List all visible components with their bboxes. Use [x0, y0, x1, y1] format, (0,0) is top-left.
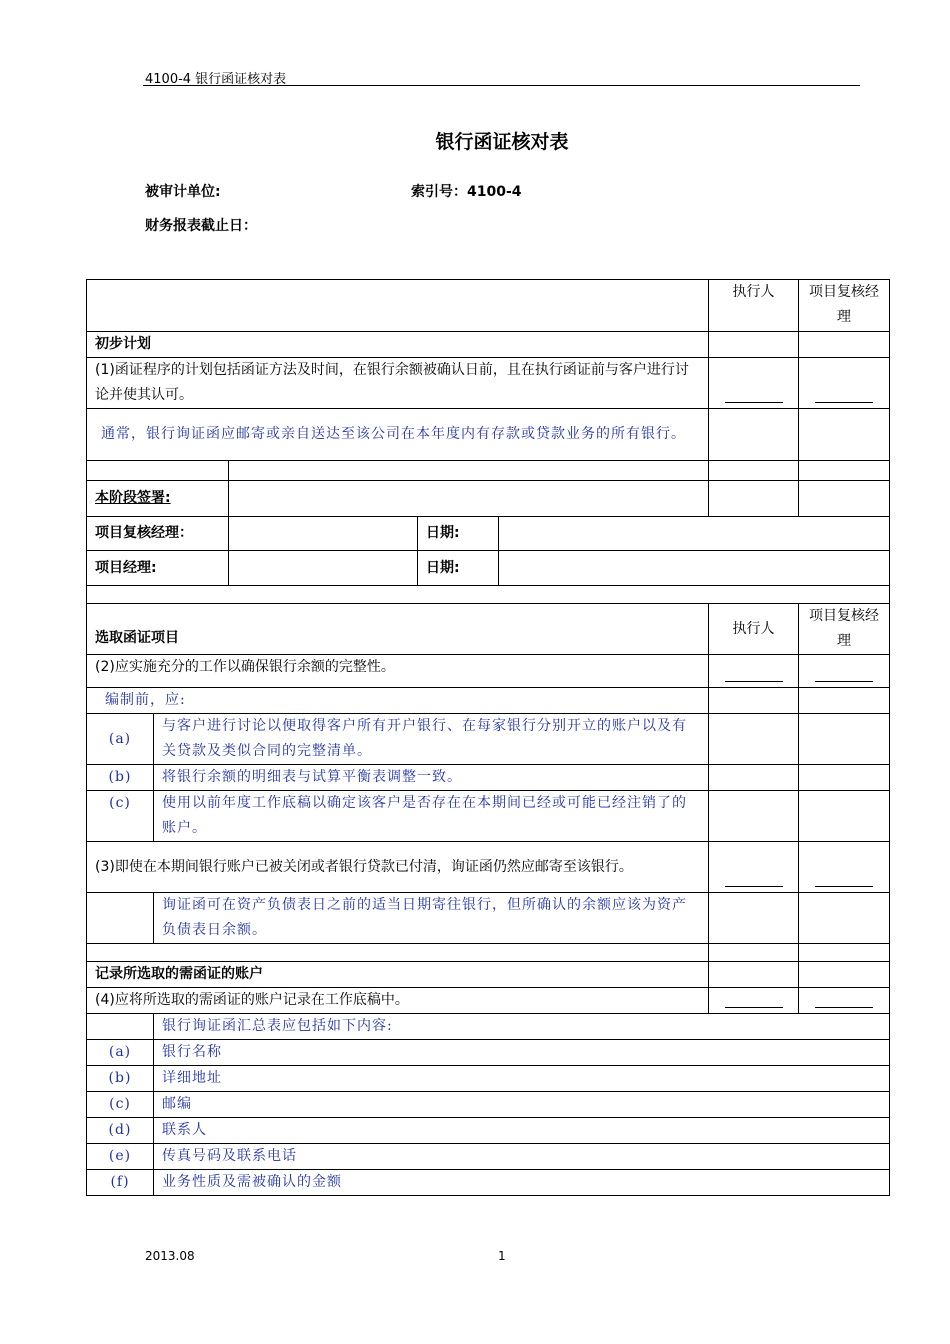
list-label: (f)	[87, 1170, 154, 1196]
checklist-table	[86, 279, 890, 1196]
list-label: (b)	[87, 1066, 154, 1092]
executor-sign-line[interactable]	[709, 842, 799, 893]
report-date-label: 财务报表截止日：	[145, 218, 257, 234]
page-title: 银行函证核对表	[435, 131, 569, 153]
list-text: 联系人	[154, 1118, 890, 1144]
col-executor-2: 执行人	[709, 604, 799, 655]
list-text: 使用以前年度工作底稿以确定该客户是否存在在本期间已经或可能已经注销了的账户。	[154, 791, 709, 842]
list-label: (b)	[87, 765, 154, 791]
col-executor: 执行人	[709, 280, 799, 332]
spacer-row	[87, 586, 890, 604]
index-number: 索引号：4100-4	[411, 184, 522, 200]
reviewer-date-field[interactable]	[499, 517, 890, 551]
item-1: (1)函证程序的计划包括函证方法及时间，在银行余额被确认日前，且在执行函证前与客户进行讨论并使其认可。	[87, 358, 709, 409]
col-reviewer-2: 项目复核经理	[799, 604, 890, 655]
table-row	[87, 481, 890, 517]
item-4-intro: 银行询证函汇总表应包括如下内容:	[154, 1014, 890, 1040]
list-text: 与客户进行讨论以便取得客户所有开户银行、在每家银行分别开立的账户以及有关贷款及类似合同的完整清单。	[154, 714, 709, 765]
table-row	[87, 358, 890, 409]
section-row	[87, 962, 890, 988]
page-header: 4100-4 银行函证核对表	[145, 72, 287, 87]
list-item	[87, 1170, 890, 1196]
executor-sign-line[interactable]	[709, 988, 799, 1014]
reviewer-sign-line[interactable]	[799, 358, 890, 409]
item-3: (3)即使在本期间银行账户已被关闭或者银行贷款已付清，询证函仍然应邮寄至该银行。	[87, 842, 709, 893]
list-item	[87, 714, 890, 765]
list-label: (c)	[87, 1092, 154, 1118]
table-row	[87, 517, 890, 551]
item-3-note: 询证函可在资产负债表日之前的适当日期寄往银行，但所确认的余额应该为资产负债表日余额。	[154, 893, 709, 944]
list-text: 详细地址	[154, 1066, 890, 1092]
manager-date-label: 日期:	[418, 551, 499, 586]
list-item	[87, 765, 890, 791]
section-row	[87, 604, 890, 655]
list-text: 传真号码及联系电话	[154, 1144, 890, 1170]
manager-date-field[interactable]	[499, 551, 890, 586]
spacer-row	[87, 944, 890, 962]
list-item	[87, 1092, 890, 1118]
list-item	[87, 791, 890, 842]
list-label: (a)	[87, 714, 154, 765]
header-rule	[143, 85, 860, 86]
reviewer-signoff-field[interactable]	[229, 517, 418, 551]
item-2-intro: 编制前，应:	[87, 688, 709, 714]
table-row	[87, 842, 890, 893]
section-select-items: 选取函证项目	[87, 604, 709, 655]
item-1-note: 通常，银行询证函应邮寄或亲自送达至该公司在本年度内有存款或贷款业务的所有银行。	[87, 409, 709, 461]
list-label: (a)	[87, 1040, 154, 1066]
entity-label: 被审计单位:	[145, 184, 221, 200]
reviewer-date-label: 日期:	[418, 517, 499, 551]
section-record-accounts: 记录所选取的需函证的账户	[87, 962, 709, 988]
reviewer-signoff-label: 项目复核经理：	[87, 517, 229, 551]
table-row	[87, 1014, 890, 1040]
section-row	[87, 332, 890, 358]
reviewer-sign-line[interactable]	[799, 842, 890, 893]
manager-signoff-label: 项目经理:	[87, 551, 229, 586]
list-item	[87, 1040, 890, 1066]
section-initial-plan: 初步计划	[87, 332, 709, 358]
table-row	[87, 893, 890, 944]
manager-signoff-field[interactable]	[229, 551, 418, 586]
list-text: 邮编	[154, 1092, 890, 1118]
table-header-row	[87, 280, 890, 332]
list-text: 将银行余额的明细表与试算平衡表调整一致。	[154, 765, 709, 791]
executor-sign-line[interactable]	[709, 358, 799, 409]
footer-date: 2013.08	[145, 1249, 195, 1263]
table-row	[87, 551, 890, 586]
list-item	[87, 1066, 890, 1092]
col-reviewer: 项目复核经理	[799, 280, 890, 332]
list-label: (e)	[87, 1144, 154, 1170]
list-text: 业务性质及需被确认的金额	[154, 1170, 890, 1196]
list-item	[87, 1144, 890, 1170]
item-2: (2)应实施充分的工作以确保银行余额的完整性。	[87, 655, 709, 688]
table-row	[87, 988, 890, 1014]
executor-sign-line[interactable]	[709, 655, 799, 688]
list-label: (c)	[87, 791, 154, 842]
stage-signoff-label: 本阶段签署:	[87, 481, 229, 517]
reviewer-sign-line[interactable]	[799, 655, 890, 688]
list-item	[87, 1118, 890, 1144]
table-row	[87, 409, 890, 461]
table-row	[87, 461, 890, 481]
table-row	[87, 688, 890, 714]
table-row	[87, 655, 890, 688]
item-4: (4)应将所选取的需函证的账户记录在工作底稿中。	[87, 988, 709, 1014]
list-label: (d)	[87, 1118, 154, 1144]
page-number: 1	[498, 1249, 506, 1263]
reviewer-sign-line[interactable]	[799, 988, 890, 1014]
list-text: 银行名称	[154, 1040, 890, 1066]
